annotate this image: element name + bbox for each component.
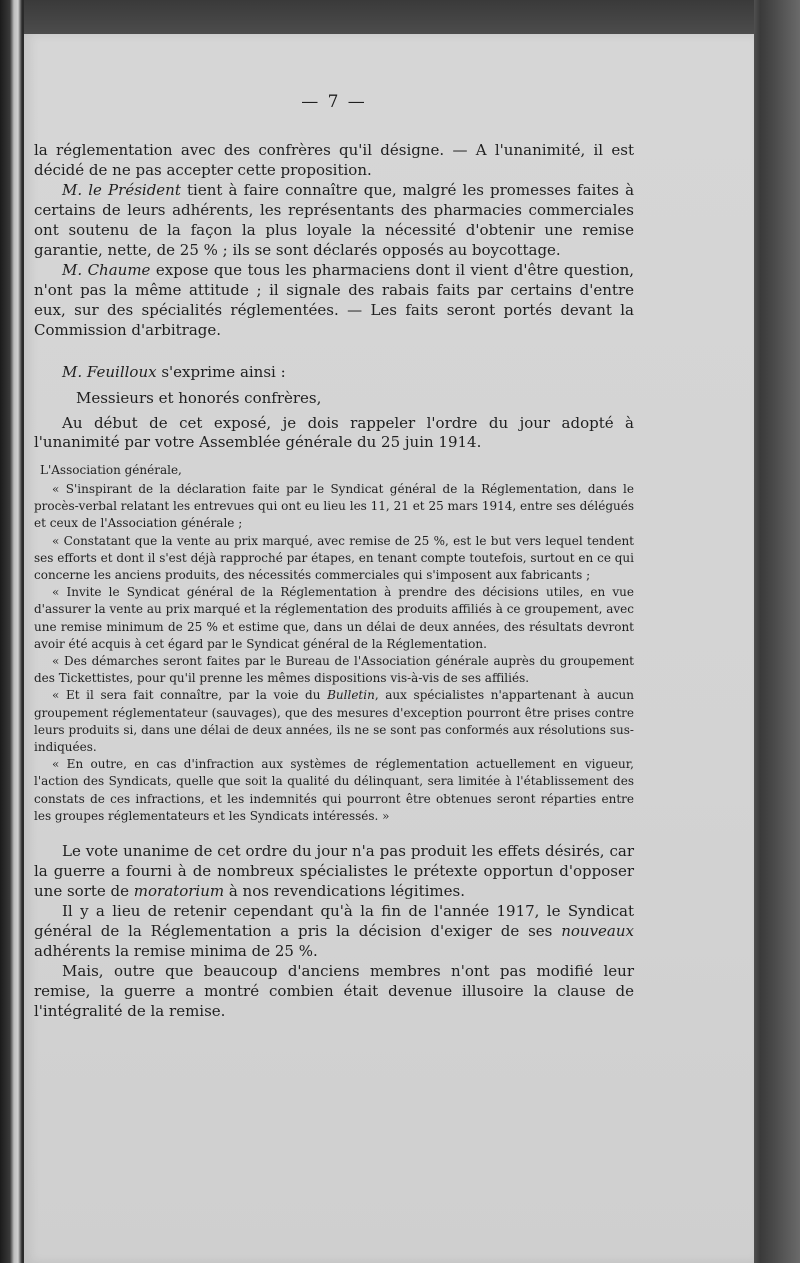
- resolution-quote: [34, 462, 634, 825]
- salutation: Messieurs et honorés confrères,: [76, 389, 322, 407]
- paragraph-chaume-text: expose que tous les pharmaciens dont il vient d'être question, n'ont pas la même attitude ; il signale des rabais faits par certains d'entre eux, sur des spécialités réglementées. — Les faits seront portés devant la Commission d'arbitrage.: [34, 261, 634, 339]
- speaker-feuilloux: M. Feuilloux: [62, 363, 157, 381]
- quote-item-bulletin: [34, 687, 634, 756]
- paragraph-ordre-du-jour: Au début de cet exposé, je dois rappeler l'ordre du jour adopté à l'unanimité par votre Assemblée générale du 25 juin 1914.: [34, 414, 634, 451]
- quote-item: « En outre, en cas d'infraction aux systèmes de réglementation actuellement en vigueur, l'action des Syndicats, quelle que soit la qualité du délinquant, sera limitée à l'établissement des constats de ces infractions, et les indemnités qui pourront être obtenues seront réparties entre les groupes réglementateurs et les Syndicats intéressés. »: [34, 757, 634, 823]
- closing-1-c: à nos revendications légitimes.: [224, 882, 465, 901]
- closing-2-a: Il y a lieu de retenir cependant qu'à la fin de l'année 1917, le Syndicat général de la Réglementation a pris la décision d'exiger de ses: [34, 902, 634, 941]
- speaker-president: M. le Président: [62, 181, 181, 199]
- quote-item: « Constatant que la vente au prix marqué, avec remise de 25 %, est le but vers lequel tendent ses efforts et dont il s'est déjà rapproché par étapes, en tenant compte toutefois, surtout en ce qui concerne les anciens produits, des nécessités commerciales qui s'imposent aux fabricants ;: [34, 533, 634, 583]
- quote-item: « Des démarches seront faites par le Bureau de l'Association générale auprès du groupement des Tickettistes, pour qu'il prenne les mêmes dispositions vis-à-vis de ses affiliés.: [34, 654, 634, 686]
- closing-2-nouveaux: nouveaux: [561, 922, 634, 941]
- scan-right-edge: [754, 0, 800, 1263]
- closing-2-c: adhérents la remise minima de 25 %.: [34, 942, 318, 961]
- paragraph-1: la réglementation avec des confrères qu'il désigne. — A l'unanimité, il est décidé de ne pas accepter cette proposition.: [34, 141, 634, 179]
- page-number: — 7 —: [301, 92, 367, 112]
- quote-item: « S'inspirant de la déclaration faite par le Syndicat général de la Réglementation, dans le procès-verbal relatant les entrevues qui ont eu lieu les 11, 21 et 25 mars 1914, entre ses délégués et ceux de l'Association générale ;: [34, 482, 634, 531]
- closing-1-a: Le vote unanime de cet ordre du jour n'a pas produit les effets désirés, car la guerre a fourni à de nombreux spécialistes le prétexte opportun d'opposer une sorte de: [34, 842, 634, 901]
- quote-bulletin-title: Bulletin: [327, 688, 375, 703]
- paragraph-feuilloux: [34, 362, 634, 382]
- paragraph-feuilloux-text: s'exprime ainsi :: [156, 363, 286, 381]
- quote-title: L'Association générale,: [40, 463, 182, 477]
- paragraph-president: [34, 180, 634, 260]
- closing-paragraph-3: Mais, outre que beaucoup d'anciens membres n'ont pas modifié leur remise, la guerre a montré combien était devenue illusoire la clause de l'intégralité de la remise.: [34, 962, 634, 1021]
- closing-paragraph-2: [34, 901, 634, 961]
- paragraph-president-text: tient à faire connaître que, malgré les promesses faites à certains de leurs adhérents, les représentants des pharmacies commerciales ont soutenu de la façon la plus loyale la nécessité d'obtenir une remise garantie, nette, de 25 % ; ils se sont déclarés opposés au boycottage.: [34, 181, 635, 259]
- paragraph-chaume: [34, 260, 634, 340]
- quote-bulletin-text-c: , aux spécialistes n'appartenant à aucun groupement réglementateur (sauvages), que des mesures d'exception pourront être prises contre leurs produits si, dans une délai de deux années, ils ne se sont pas conformés aux résolutions sus-indiquées.: [34, 688, 635, 755]
- closing-section: [34, 841, 634, 1021]
- speaker-chaume: M. Chaume: [62, 261, 151, 279]
- page-content: [34, 92, 634, 1021]
- scan-top-edge: [24, 0, 754, 34]
- closing-paragraph-1: [34, 841, 634, 901]
- quote-item: « Invite le Syndicat général de la Réglementation à prendre des décisions utiles, en vue d'assurer la vente au prix marqué et la réglementation des produits affiliés à ce groupement, avec une remise minimum de 25 % et estime que, dans un délai de deux années, des résultats devront avoir été acquis à cet égard par le Syndicat général de la Réglementation.: [34, 585, 634, 651]
- quote-bulletin-text-a: « Et il sera fait connaître, par la voie du: [52, 688, 328, 703]
- closing-1-moratorium: moratorium: [133, 882, 225, 901]
